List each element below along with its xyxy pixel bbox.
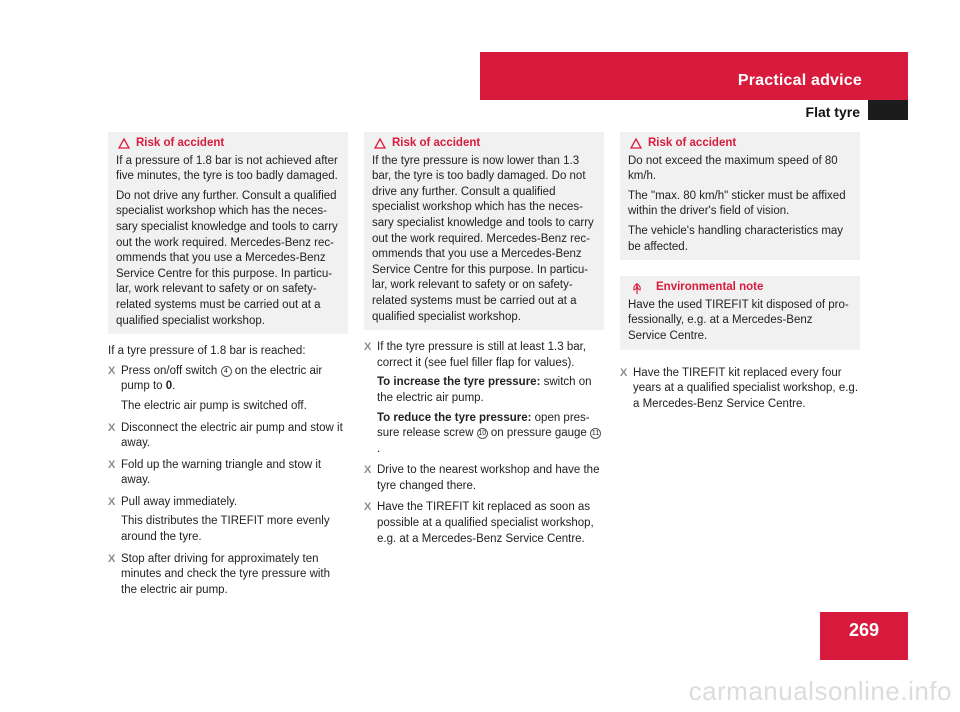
warning-title: Risk of accident — [628, 136, 852, 152]
intro-text: If a tyre pressure of 1.8 bar is reached: — [108, 345, 306, 358]
callout-number: 4 — [221, 366, 232, 377]
instruction-item: X Have the TIREFIT kit replaced as soon as possible at a qualified specialist workshop, e.g. at a Mercedes-Benz Service Centre. — [364, 501, 594, 545]
watermark: carmanualsonline.info — [688, 676, 952, 706]
subsection-title: Flat tyre — [805, 104, 860, 120]
section-header — [480, 52, 908, 100]
header-marker — [868, 100, 908, 120]
page-number: 269 — [820, 612, 908, 660]
bullet-arrow-icon: X — [364, 501, 372, 514]
warning-title: Risk of accident — [116, 136, 340, 152]
bullet-arrow-icon: X — [108, 364, 116, 377]
column-left — [108, 132, 348, 604]
callout-number: 11 — [591, 430, 600, 438]
instruction-item: X Press on/off switch 4 on the electric air pump to 0. The electric air pump is switched off. — [108, 364, 323, 412]
warning-text: If the tyre pressure is now lower than 1.3 bar, the tyre is too badly damaged. Do not drive any further. Consult a qualified specialist workshop which has the neces-sary specialist knowledge and tools to carry out the work required. Mercedes-Benz rec-ommends that you use a Mercedes-Benz Service Centre for this purpose. In particu-lar, work relevant to safety or on safety-related systems must be carried out at a qualified specialist workshop. — [372, 154, 594, 323]
column-middle — [364, 132, 604, 553]
instruction-item: X If the tyre pressure is still at least 1.3 bar, correct it (see fuel filler flap for values). To increase the tyre pressure: switch on the electric air pump. To reduce the tyre pressure: open pres-sure release screw 10 on pressure gauge 11. — [364, 341, 600, 455]
instruction-item: X Have the TIREFIT kit replaced every four years at a qualified specialist workshop, e.g. a Mercedes-Benz Service Centre. — [620, 366, 859, 410]
instruction-item: X Disconnect the electric air pump and stow it away. — [108, 421, 343, 450]
warning-triangle-icon — [374, 138, 386, 149]
environmental-note-box — [620, 276, 860, 349]
warning-title: Risk of accident — [372, 136, 596, 152]
warning-triangle-icon — [118, 138, 130, 149]
warning-text: Do not exceed the maximum speed of 80 km/h. — [628, 154, 838, 183]
warning-text: If a pressure of 1.8 bar is not achieved after five minutes, the tyre is too badly damaged. — [116, 154, 338, 183]
instruction-item: X Stop after driving for approximately ten minutes and check the tyre pressure with the electric air pump. — [108, 552, 331, 596]
warning-box — [620, 132, 860, 260]
leaf-icon — [630, 281, 644, 295]
bullet-arrow-icon: X — [108, 495, 116, 508]
instruction-item: X Fold up the warning triangle and stow it away. — [108, 458, 322, 487]
bullet-arrow-icon: X — [108, 458, 116, 471]
warning-triangle-icon — [630, 138, 642, 149]
warning-text: Do not drive any further. Consult a qualified specialist workshop which has the neces-sary specialist knowledge and tools to carry out the work required. Mercedes-Benz rec-ommends that you use a Mercedes-Benz Service Centre for this purpose. In particu-lar, work relevant to safety or on safety-related systems must be carried out at a qualified specialist workshop. — [116, 189, 338, 327]
instruction-item: X Pull away immediately. This distributes the TIREFIT more evenly around the tyre. — [108, 495, 330, 544]
warning-text: The "max. 80 km/h" sticker must be affixed within the driver's field of vision. — [628, 189, 846, 218]
warning-box — [364, 132, 604, 330]
bullet-arrow-icon: X — [364, 464, 372, 477]
environmental-note-text: Have the used TIREFIT kit disposed of pro-fessionally, e.g. at a Mercedes-Benz Service Centre. — [628, 298, 849, 342]
callout-number: 10 — [478, 430, 487, 438]
column-right — [620, 132, 860, 418]
warning-text: The vehicle's handling characteristics may be affected. — [628, 224, 844, 253]
environmental-note-title: Environmental note — [628, 280, 852, 296]
section-title: Practical advice — [737, 72, 862, 89]
bullet-arrow-icon: X — [364, 341, 372, 354]
bullet-arrow-icon: X — [108, 421, 116, 434]
warning-box — [108, 132, 348, 334]
bullet-arrow-icon: X — [620, 366, 628, 379]
bullet-arrow-icon: X — [108, 552, 116, 565]
instruction-item: X Drive to the nearest workshop and have the tyre changed there. — [364, 464, 600, 492]
